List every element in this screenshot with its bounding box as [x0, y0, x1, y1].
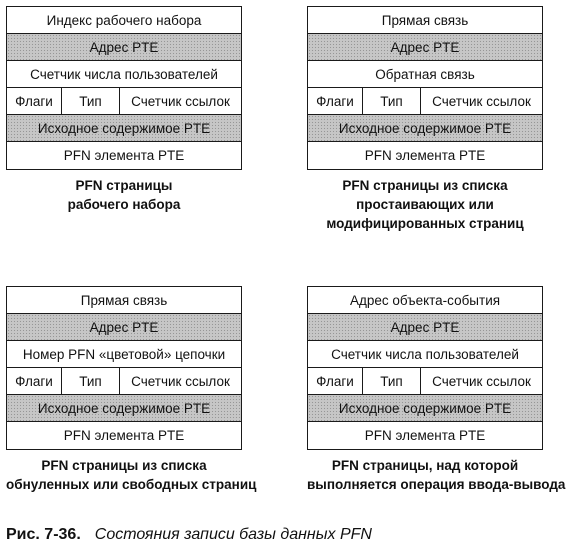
caption-line: выполняется операция ввода-вывода: [307, 477, 566, 492]
row-field-shaded: Адрес PTE: [7, 314, 241, 341]
pfn-panel-io-in-progress: [307, 286, 566, 494]
panel-caption: [6, 456, 257, 494]
pfn-panel-standby-modified: [307, 6, 543, 233]
caption-line: модифицированных страниц: [326, 216, 524, 231]
panel-caption: [307, 456, 566, 494]
row-field: Индекс рабочего набора: [7, 7, 241, 34]
caption-line: PFN страницы: [75, 178, 173, 193]
caption-line: обнуленных или свободных страниц: [6, 477, 257, 492]
cell-flags: Флаги: [7, 368, 62, 394]
figure-title: Состояния записи базы данных PFN: [94, 526, 372, 543]
row-field: Номер PFN «цветовой» цепочки: [7, 341, 241, 368]
row-flags-type-refcount: [7, 88, 241, 115]
cell-flags: Флаги: [308, 88, 363, 114]
cell-type: Тип: [62, 88, 120, 114]
row-field-shaded: Исходное содержимое PTE: [308, 115, 542, 142]
pfn-panel-working-set: [6, 6, 242, 214]
pfn-entry-table: [307, 6, 543, 170]
row-field-shaded: Исходное содержимое PTE: [308, 395, 542, 422]
figure-number: Рис. 7-36.: [6, 526, 81, 543]
row-field-shaded: Исходное содержимое PTE: [7, 395, 241, 422]
cell-refcount: Счетчик ссылок: [432, 93, 531, 109]
caption-line: PFN страницы из списка: [342, 178, 508, 193]
row-flags-type-refcount: [7, 368, 241, 395]
row-field: Адрес объекта-события: [308, 287, 542, 314]
row-field: PFN элемента PTE: [364, 148, 486, 163]
row-flags-type-refcount: [308, 88, 542, 115]
row-field: PFN элемента PTE: [63, 148, 185, 163]
cell-refcount: Счетчик ссылок: [131, 93, 230, 109]
pfn-entry-table: [6, 286, 242, 450]
row-field-shaded: Адрес PTE: [308, 34, 542, 61]
caption-line: PFN страницы из списка: [41, 458, 207, 473]
cell-type: Тип: [62, 368, 120, 394]
row-field: Прямая связь: [308, 7, 542, 34]
cell-flags: Флаги: [308, 368, 363, 394]
caption-line: PFN страницы, над которой: [331, 458, 519, 473]
row-field: Счетчик числа пользователей: [308, 341, 542, 368]
pfn-entry-table: [6, 6, 242, 170]
pfn-entry-table: [307, 286, 543, 450]
row-field-shaded: Адрес PTE: [308, 314, 542, 341]
pfn-panel-zeroed-free: [6, 286, 257, 494]
panel-caption: [6, 176, 242, 214]
figure-caption: [6, 526, 372, 544]
cell-flags: Флаги: [7, 88, 62, 114]
caption-line: рабочего набора: [67, 197, 181, 212]
cell-type: Тип: [363, 368, 421, 394]
row-field: Обратная связь: [308, 61, 542, 88]
row-field: Счетчик числа пользователей: [7, 61, 241, 88]
row-field: PFN элемента PTE: [63, 428, 185, 443]
row-field: Прямая связь: [7, 287, 241, 314]
panel-caption: [307, 176, 543, 233]
caption-line: простаивающих или: [356, 197, 494, 212]
row-flags-type-refcount: [308, 368, 542, 395]
row-field-shaded: Исходное содержимое PTE: [7, 115, 241, 142]
cell-refcount: Счетчик ссылок: [432, 373, 531, 389]
cell-refcount: Счетчик ссылок: [131, 373, 230, 389]
row-field-shaded: Адрес PTE: [7, 34, 241, 61]
cell-type: Тип: [363, 88, 421, 114]
row-field: PFN элемента PTE: [364, 428, 486, 443]
